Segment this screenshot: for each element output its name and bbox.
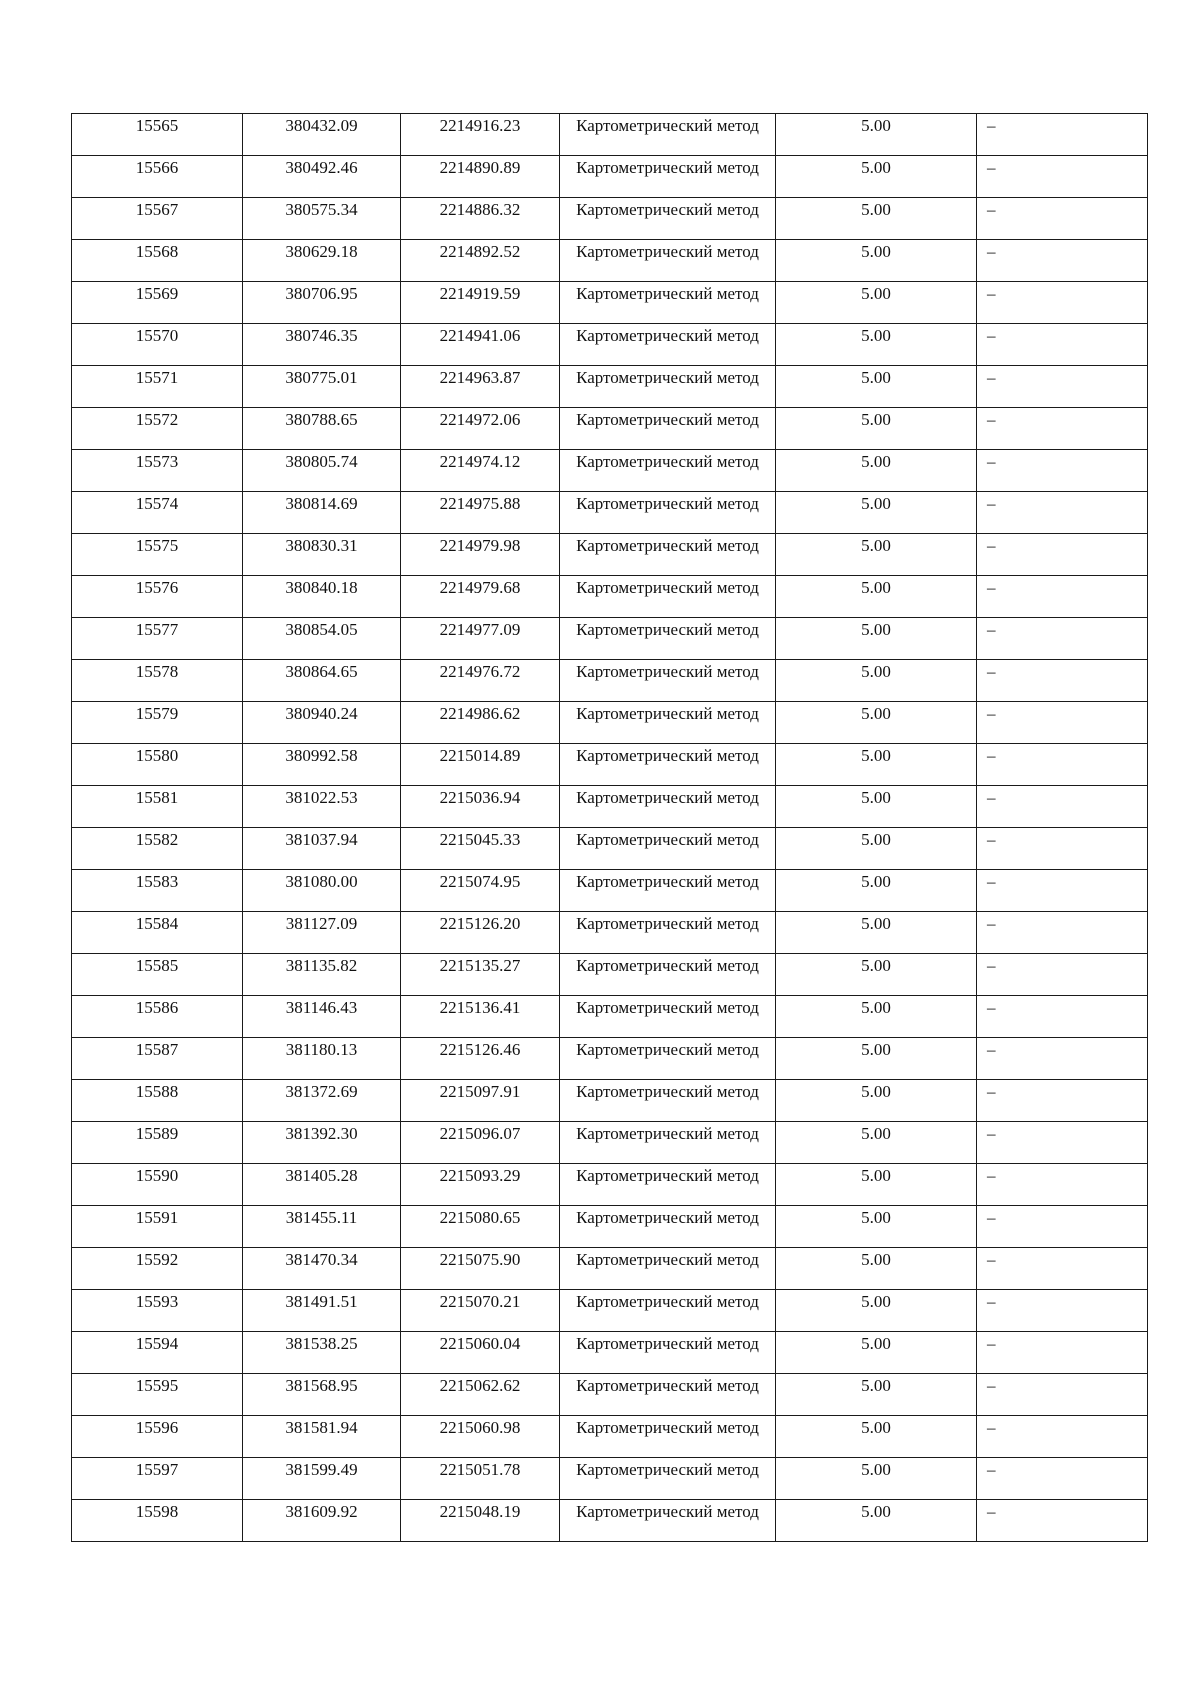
y-coordinate-cell: 2215126.20: [401, 912, 560, 954]
description-cell: –: [977, 870, 1148, 912]
point-number-cell: 15588: [72, 1080, 243, 1122]
table-row: [72, 1206, 1148, 1248]
table-row: [72, 492, 1148, 534]
x-coordinate-cell: 380840.18: [243, 576, 401, 618]
y-coordinate-cell: 2215074.95: [401, 870, 560, 912]
y-coordinate-cell: 2214979.98: [401, 534, 560, 576]
accuracy-cell: 5.00: [776, 1080, 977, 1122]
y-coordinate-cell: 2215070.21: [401, 1290, 560, 1332]
accuracy-cell: 5.00: [776, 576, 977, 618]
method-cell: Картометрический метод: [560, 1416, 776, 1458]
table-row: [72, 1500, 1148, 1542]
x-coordinate-cell: 381180.13: [243, 1038, 401, 1080]
description-cell: –: [977, 1122, 1148, 1164]
accuracy-cell: 5.00: [776, 1416, 977, 1458]
y-coordinate-cell: 2215126.46: [401, 1038, 560, 1080]
method-cell: Картометрический метод: [560, 1164, 776, 1206]
y-coordinate-cell: 2215036.94: [401, 786, 560, 828]
y-coordinate-cell: 2214979.68: [401, 576, 560, 618]
table-row: [72, 1164, 1148, 1206]
accuracy-cell: 5.00: [776, 492, 977, 534]
x-coordinate-cell: 381392.30: [243, 1122, 401, 1164]
table-row: [72, 366, 1148, 408]
method-cell: Картометрический метод: [560, 1248, 776, 1290]
point-number-cell: 15597: [72, 1458, 243, 1500]
description-cell: –: [977, 828, 1148, 870]
description-cell: –: [977, 660, 1148, 702]
point-number-cell: 15593: [72, 1290, 243, 1332]
table-row: [72, 450, 1148, 492]
description-cell: –: [977, 1206, 1148, 1248]
x-coordinate-cell: 381022.53: [243, 786, 401, 828]
y-coordinate-cell: 2215048.19: [401, 1500, 560, 1542]
description-cell: –: [977, 156, 1148, 198]
accuracy-cell: 5.00: [776, 198, 977, 240]
table-row: [72, 702, 1148, 744]
accuracy-cell: 5.00: [776, 660, 977, 702]
table-row: [72, 912, 1148, 954]
description-cell: –: [977, 114, 1148, 156]
table-row: [72, 1038, 1148, 1080]
y-coordinate-cell: 2215060.04: [401, 1332, 560, 1374]
x-coordinate-cell: 381538.25: [243, 1332, 401, 1374]
accuracy-cell: 5.00: [776, 324, 977, 366]
accuracy-cell: 5.00: [776, 1332, 977, 1374]
y-coordinate-cell: 2215051.78: [401, 1458, 560, 1500]
x-coordinate-cell: 381581.94: [243, 1416, 401, 1458]
method-cell: Картометрический метод: [560, 1038, 776, 1080]
accuracy-cell: 5.00: [776, 366, 977, 408]
x-coordinate-cell: 381135.82: [243, 954, 401, 996]
point-number-cell: 15567: [72, 198, 243, 240]
method-cell: Картометрический метод: [560, 576, 776, 618]
point-number-cell: 15582: [72, 828, 243, 870]
x-coordinate-cell: 380706.95: [243, 282, 401, 324]
point-number-cell: 15596: [72, 1416, 243, 1458]
point-number-cell: 15566: [72, 156, 243, 198]
accuracy-cell: 5.00: [776, 114, 977, 156]
method-cell: Картометрический метод: [560, 912, 776, 954]
description-cell: –: [977, 744, 1148, 786]
description-cell: –: [977, 1290, 1148, 1332]
point-number-cell: 15583: [72, 870, 243, 912]
y-coordinate-cell: 2215060.98: [401, 1416, 560, 1458]
x-coordinate-cell: 381470.34: [243, 1248, 401, 1290]
method-cell: Картометрический метод: [560, 786, 776, 828]
y-coordinate-cell: 2214916.23: [401, 114, 560, 156]
x-coordinate-cell: 381491.51: [243, 1290, 401, 1332]
x-coordinate-cell: 381372.69: [243, 1080, 401, 1122]
point-number-cell: 15591: [72, 1206, 243, 1248]
table-row: [72, 1122, 1148, 1164]
table-row: [72, 786, 1148, 828]
description-cell: –: [977, 282, 1148, 324]
accuracy-cell: 5.00: [776, 954, 977, 996]
description-cell: –: [977, 996, 1148, 1038]
point-number-cell: 15592: [72, 1248, 243, 1290]
method-cell: Картометрический метод: [560, 870, 776, 912]
table-row: [72, 534, 1148, 576]
x-coordinate-cell: 381609.92: [243, 1500, 401, 1542]
point-number-cell: 15573: [72, 450, 243, 492]
point-number-cell: 15586: [72, 996, 243, 1038]
description-cell: –: [977, 1458, 1148, 1500]
x-coordinate-cell: 381146.43: [243, 996, 401, 1038]
description-cell: –: [977, 1374, 1148, 1416]
method-cell: Картометрический метод: [560, 1080, 776, 1122]
method-cell: Картометрический метод: [560, 240, 776, 282]
description-cell: –: [977, 618, 1148, 660]
y-coordinate-cell: 2215136.41: [401, 996, 560, 1038]
point-number-cell: 15565: [72, 114, 243, 156]
description-cell: –: [977, 1416, 1148, 1458]
description-cell: –: [977, 786, 1148, 828]
x-coordinate-cell: 380575.34: [243, 198, 401, 240]
x-coordinate-cell: 381037.94: [243, 828, 401, 870]
point-number-cell: 15598: [72, 1500, 243, 1542]
x-coordinate-cell: 380830.31: [243, 534, 401, 576]
accuracy-cell: 5.00: [776, 534, 977, 576]
point-number-cell: 15569: [72, 282, 243, 324]
table-row: [72, 1080, 1148, 1122]
method-cell: Картометрический метод: [560, 1290, 776, 1332]
y-coordinate-cell: 2214986.62: [401, 702, 560, 744]
method-cell: Картометрический метод: [560, 408, 776, 450]
point-number-cell: 15575: [72, 534, 243, 576]
table-row: [72, 1374, 1148, 1416]
y-coordinate-cell: 2215014.89: [401, 744, 560, 786]
point-number-cell: 15584: [72, 912, 243, 954]
y-coordinate-cell: 2214975.88: [401, 492, 560, 534]
coordinates-table-body: [72, 114, 1148, 1542]
method-cell: Картометрический метод: [560, 996, 776, 1038]
method-cell: Картометрический метод: [560, 114, 776, 156]
coordinates-table: [71, 113, 1148, 1542]
y-coordinate-cell: 2215093.29: [401, 1164, 560, 1206]
x-coordinate-cell: 381080.00: [243, 870, 401, 912]
y-coordinate-cell: 2214977.09: [401, 618, 560, 660]
x-coordinate-cell: 380864.65: [243, 660, 401, 702]
accuracy-cell: 5.00: [776, 744, 977, 786]
accuracy-cell: 5.00: [776, 1374, 977, 1416]
description-cell: –: [977, 366, 1148, 408]
point-number-cell: 15581: [72, 786, 243, 828]
accuracy-cell: 5.00: [776, 702, 977, 744]
description-cell: –: [977, 492, 1148, 534]
x-coordinate-cell: 381568.95: [243, 1374, 401, 1416]
y-coordinate-cell: 2215045.33: [401, 828, 560, 870]
description-cell: –: [977, 198, 1148, 240]
accuracy-cell: 5.00: [776, 1290, 977, 1332]
table-row: [72, 996, 1148, 1038]
point-number-cell: 15589: [72, 1122, 243, 1164]
method-cell: Картометрический метод: [560, 1122, 776, 1164]
point-number-cell: 15580: [72, 744, 243, 786]
point-number-cell: 15594: [72, 1332, 243, 1374]
method-cell: Картометрический метод: [560, 1206, 776, 1248]
description-cell: –: [977, 1248, 1148, 1290]
table-row: [72, 114, 1148, 156]
description-cell: –: [977, 1332, 1148, 1374]
table-row: [72, 660, 1148, 702]
y-coordinate-cell: 2215097.91: [401, 1080, 560, 1122]
table-row: [72, 1290, 1148, 1332]
x-coordinate-cell: 380746.35: [243, 324, 401, 366]
point-number-cell: 15587: [72, 1038, 243, 1080]
table-row: [72, 408, 1148, 450]
x-coordinate-cell: 380629.18: [243, 240, 401, 282]
x-coordinate-cell: 380805.74: [243, 450, 401, 492]
accuracy-cell: 5.00: [776, 1164, 977, 1206]
description-cell: –: [977, 954, 1148, 996]
y-coordinate-cell: 2214892.52: [401, 240, 560, 282]
point-number-cell: 15576: [72, 576, 243, 618]
accuracy-cell: 5.00: [776, 1038, 977, 1080]
accuracy-cell: 5.00: [776, 828, 977, 870]
description-cell: –: [977, 1038, 1148, 1080]
description-cell: –: [977, 324, 1148, 366]
document-page: [71, 113, 1147, 1542]
description-cell: –: [977, 1164, 1148, 1206]
table-row: [72, 1416, 1148, 1458]
accuracy-cell: 5.00: [776, 156, 977, 198]
method-cell: Картометрический метод: [560, 156, 776, 198]
method-cell: Картометрический метод: [560, 744, 776, 786]
accuracy-cell: 5.00: [776, 282, 977, 324]
y-coordinate-cell: 2215096.07: [401, 1122, 560, 1164]
table-row: [72, 1248, 1148, 1290]
method-cell: Картометрический метод: [560, 1500, 776, 1542]
y-coordinate-cell: 2214890.89: [401, 156, 560, 198]
y-coordinate-cell: 2214919.59: [401, 282, 560, 324]
method-cell: Картометрический метод: [560, 366, 776, 408]
table-row: [72, 576, 1148, 618]
accuracy-cell: 5.00: [776, 1458, 977, 1500]
y-coordinate-cell: 2215080.65: [401, 1206, 560, 1248]
method-cell: Картометрический метод: [560, 492, 776, 534]
accuracy-cell: 5.00: [776, 408, 977, 450]
method-cell: Картометрический метод: [560, 1374, 776, 1416]
method-cell: Картометрический метод: [560, 702, 776, 744]
method-cell: Картометрический метод: [560, 450, 776, 492]
y-coordinate-cell: 2214963.87: [401, 366, 560, 408]
table-row: [72, 282, 1148, 324]
x-coordinate-cell: 381599.49: [243, 1458, 401, 1500]
method-cell: Картометрический метод: [560, 282, 776, 324]
table-row: [72, 1458, 1148, 1500]
table-row: [72, 828, 1148, 870]
method-cell: Картометрический метод: [560, 1458, 776, 1500]
method-cell: Картометрический метод: [560, 828, 776, 870]
table-row: [72, 156, 1148, 198]
x-coordinate-cell: 380775.01: [243, 366, 401, 408]
point-number-cell: 15577: [72, 618, 243, 660]
accuracy-cell: 5.00: [776, 450, 977, 492]
description-cell: –: [977, 912, 1148, 954]
y-coordinate-cell: 2215075.90: [401, 1248, 560, 1290]
point-number-cell: 15568: [72, 240, 243, 282]
table-row: [72, 954, 1148, 996]
method-cell: Картометрический метод: [560, 324, 776, 366]
table-row: [72, 198, 1148, 240]
description-cell: –: [977, 1080, 1148, 1122]
point-number-cell: 15570: [72, 324, 243, 366]
method-cell: Картометрический метод: [560, 198, 776, 240]
y-coordinate-cell: 2214941.06: [401, 324, 560, 366]
table-row: [72, 324, 1148, 366]
description-cell: –: [977, 408, 1148, 450]
point-number-cell: 15578: [72, 660, 243, 702]
description-cell: –: [977, 240, 1148, 282]
accuracy-cell: 5.00: [776, 1206, 977, 1248]
point-number-cell: 15571: [72, 366, 243, 408]
point-number-cell: 15585: [72, 954, 243, 996]
y-coordinate-cell: 2214972.06: [401, 408, 560, 450]
accuracy-cell: 5.00: [776, 1500, 977, 1542]
table-row: [72, 618, 1148, 660]
x-coordinate-cell: 380788.65: [243, 408, 401, 450]
method-cell: Картометрический метод: [560, 1332, 776, 1374]
point-number-cell: 15572: [72, 408, 243, 450]
x-coordinate-cell: 380814.69: [243, 492, 401, 534]
x-coordinate-cell: 380992.58: [243, 744, 401, 786]
accuracy-cell: 5.00: [776, 996, 977, 1038]
point-number-cell: 15595: [72, 1374, 243, 1416]
accuracy-cell: 5.00: [776, 786, 977, 828]
x-coordinate-cell: 381127.09: [243, 912, 401, 954]
y-coordinate-cell: 2215135.27: [401, 954, 560, 996]
x-coordinate-cell: 381455.11: [243, 1206, 401, 1248]
x-coordinate-cell: 380940.24: [243, 702, 401, 744]
point-number-cell: 15579: [72, 702, 243, 744]
accuracy-cell: 5.00: [776, 1248, 977, 1290]
point-number-cell: 15574: [72, 492, 243, 534]
description-cell: –: [977, 1500, 1148, 1542]
accuracy-cell: 5.00: [776, 912, 977, 954]
table-row: [72, 1332, 1148, 1374]
x-coordinate-cell: 381405.28: [243, 1164, 401, 1206]
y-coordinate-cell: 2214886.32: [401, 198, 560, 240]
y-coordinate-cell: 2214974.12: [401, 450, 560, 492]
y-coordinate-cell: 2215062.62: [401, 1374, 560, 1416]
method-cell: Картометрический метод: [560, 660, 776, 702]
accuracy-cell: 5.00: [776, 240, 977, 282]
method-cell: Картометрический метод: [560, 534, 776, 576]
accuracy-cell: 5.00: [776, 870, 977, 912]
description-cell: –: [977, 450, 1148, 492]
description-cell: –: [977, 702, 1148, 744]
table-row: [72, 870, 1148, 912]
description-cell: –: [977, 534, 1148, 576]
table-row: [72, 744, 1148, 786]
description-cell: –: [977, 576, 1148, 618]
method-cell: Картометрический метод: [560, 954, 776, 996]
table-row: [72, 240, 1148, 282]
x-coordinate-cell: 380432.09: [243, 114, 401, 156]
accuracy-cell: 5.00: [776, 618, 977, 660]
y-coordinate-cell: 2214976.72: [401, 660, 560, 702]
x-coordinate-cell: 380492.46: [243, 156, 401, 198]
accuracy-cell: 5.00: [776, 1122, 977, 1164]
point-number-cell: 15590: [72, 1164, 243, 1206]
method-cell: Картометрический метод: [560, 618, 776, 660]
x-coordinate-cell: 380854.05: [243, 618, 401, 660]
